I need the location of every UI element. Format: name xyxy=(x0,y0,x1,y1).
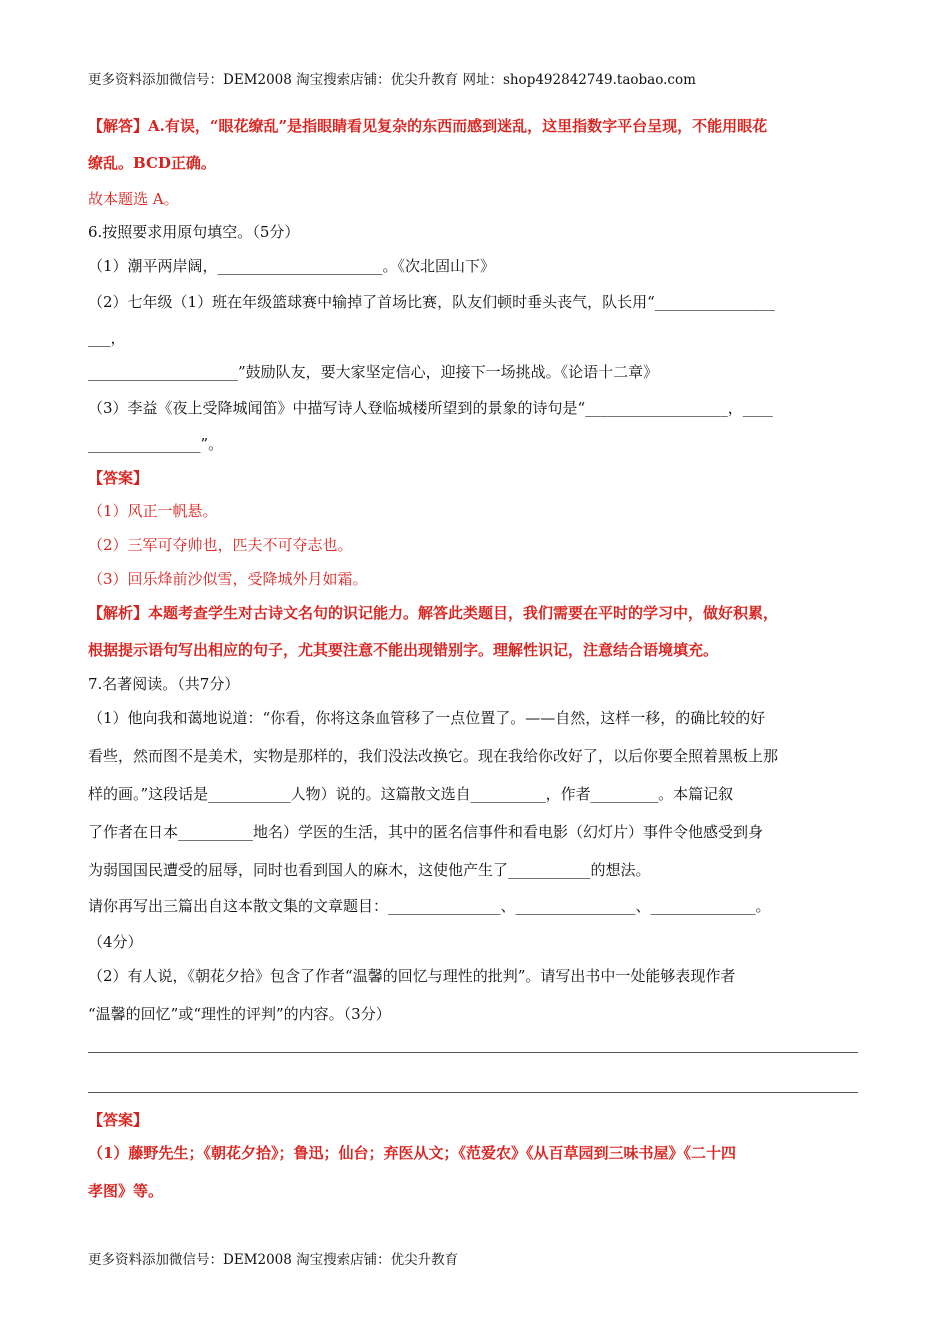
q7-title: 7.名著阅读。（共7分） xyxy=(88,675,240,693)
q6-analysis-line1: 【解析】本题考查学生对古诗文名句的识记能力。解答此类题目，我们需要在平时的学习中，做好积累， xyxy=(88,604,779,622)
q7-answer1-line1: （1）藤野先生；《朝花夕拾》；鲁迅；仙台；弃医从文；《范爱农》《从百草园到三味书屋》《二十四 xyxy=(88,1144,736,1162)
q5-answer-line1: 【解答】A.有误，“眼花缭乱”是指眼睛看见复杂的东西而感到迷乱，这里指数字平台呈现，不能用眼花 xyxy=(88,117,768,135)
q7-part2-line2: “温馨的回忆”或“理性的评判”的内容。（3分） xyxy=(88,1005,391,1023)
q7-part1-score: （4分） xyxy=(88,933,143,951)
q6-title: 6.按照要求用原句填空。（5分） xyxy=(88,223,300,241)
q6-item1: （1）潮平两岸阔，______________________。《次北固山下》 xyxy=(88,257,496,275)
answer-blank-line-1 xyxy=(88,1052,858,1053)
q7-answer-label: 【答案】 xyxy=(88,1111,149,1129)
q6-item3-line1: （3）李益《夜上受降城闻笛》中描写诗人登临城楼所望到的景象的诗句是“___________________，____ xyxy=(88,399,773,417)
answer-blank-line-2 xyxy=(88,1092,858,1093)
q6-item2-line2: ___， xyxy=(88,329,126,347)
page-footer: 更多资料添加微信号：DEM2008 淘宝搜索店铺：优尖升教育 xyxy=(88,1252,459,1268)
page-header: 更多资料添加微信号：DEM2008 淘宝搜索店铺：优尖升教育 网址：shop492842749.taobao.com xyxy=(88,72,696,88)
q7-part2-line1: （2）有人说，《朝花夕拾》包含了作者“温馨的回忆与理性的批判”。请写出书中一处能够表现作者 xyxy=(88,967,736,985)
q5-conclusion: 故本题选 A。 xyxy=(88,190,179,208)
q6-item2-line3: ____________________”鼓励队友，要大家坚定信心，迎接下一场挑战。《论语十二章》 xyxy=(88,363,659,381)
q7-part1-line4: 了作者在日本__________地名）学医的生活，其中的匿名信事件和看电影（幻灯片）事件令他感受到身 xyxy=(88,823,764,841)
q7-part1-line6: 请你再写出三篇出自这本散文集的文章题目：_______________、________________、______________。 xyxy=(88,897,771,915)
q6-answer-label: 【答案】 xyxy=(88,469,149,487)
q5-answer-line2: 缭乱。BCD正确。 xyxy=(88,154,216,172)
q6-item2-line1: （2）七年级（1）班在年级篮球赛中输掉了首场比赛，队友们顿时垂头丧气，队长用“________________ xyxy=(88,293,775,311)
q6-answer3: （3）回乐烽前沙似雪，受降城外月如霜。 xyxy=(88,570,368,588)
q7-part1-line2: 看些，然而图不是美术，实物是那样的，我们没法改换它。现在我给你改好了，以后你要全照着黑板上那 xyxy=(88,747,779,765)
q6-item3-line2: _______________”。 xyxy=(88,435,224,453)
q7-part1-line1: （1）他向我和蔼地说道：“你看，你将这条血管移了一点位置了。——自然，这样一移，的确比较的好 xyxy=(88,709,766,727)
q7-answer1-line2: 孝图》等。 xyxy=(88,1182,164,1200)
q6-answer1: （1）风正一帆悬。 xyxy=(88,502,218,520)
q7-part1-line5: 为弱国国民遭受的屈辱，同时也看到国人的麻木，这使他产生了___________的想法。 xyxy=(88,861,651,879)
q6-answer2: （2）三军可夺帅也，匹夫不可夺志也。 xyxy=(88,536,353,554)
q6-analysis-line2: 根据提示语句写出相应的句子，尤其要注意不能出现错别字。理解性识记，注意结合语境填充。 xyxy=(88,641,719,659)
q7-part1-line3: 样的画。”这段话是___________人物）说的。这篇散文选自__________，作者_________。本篇记叙 xyxy=(88,785,734,803)
